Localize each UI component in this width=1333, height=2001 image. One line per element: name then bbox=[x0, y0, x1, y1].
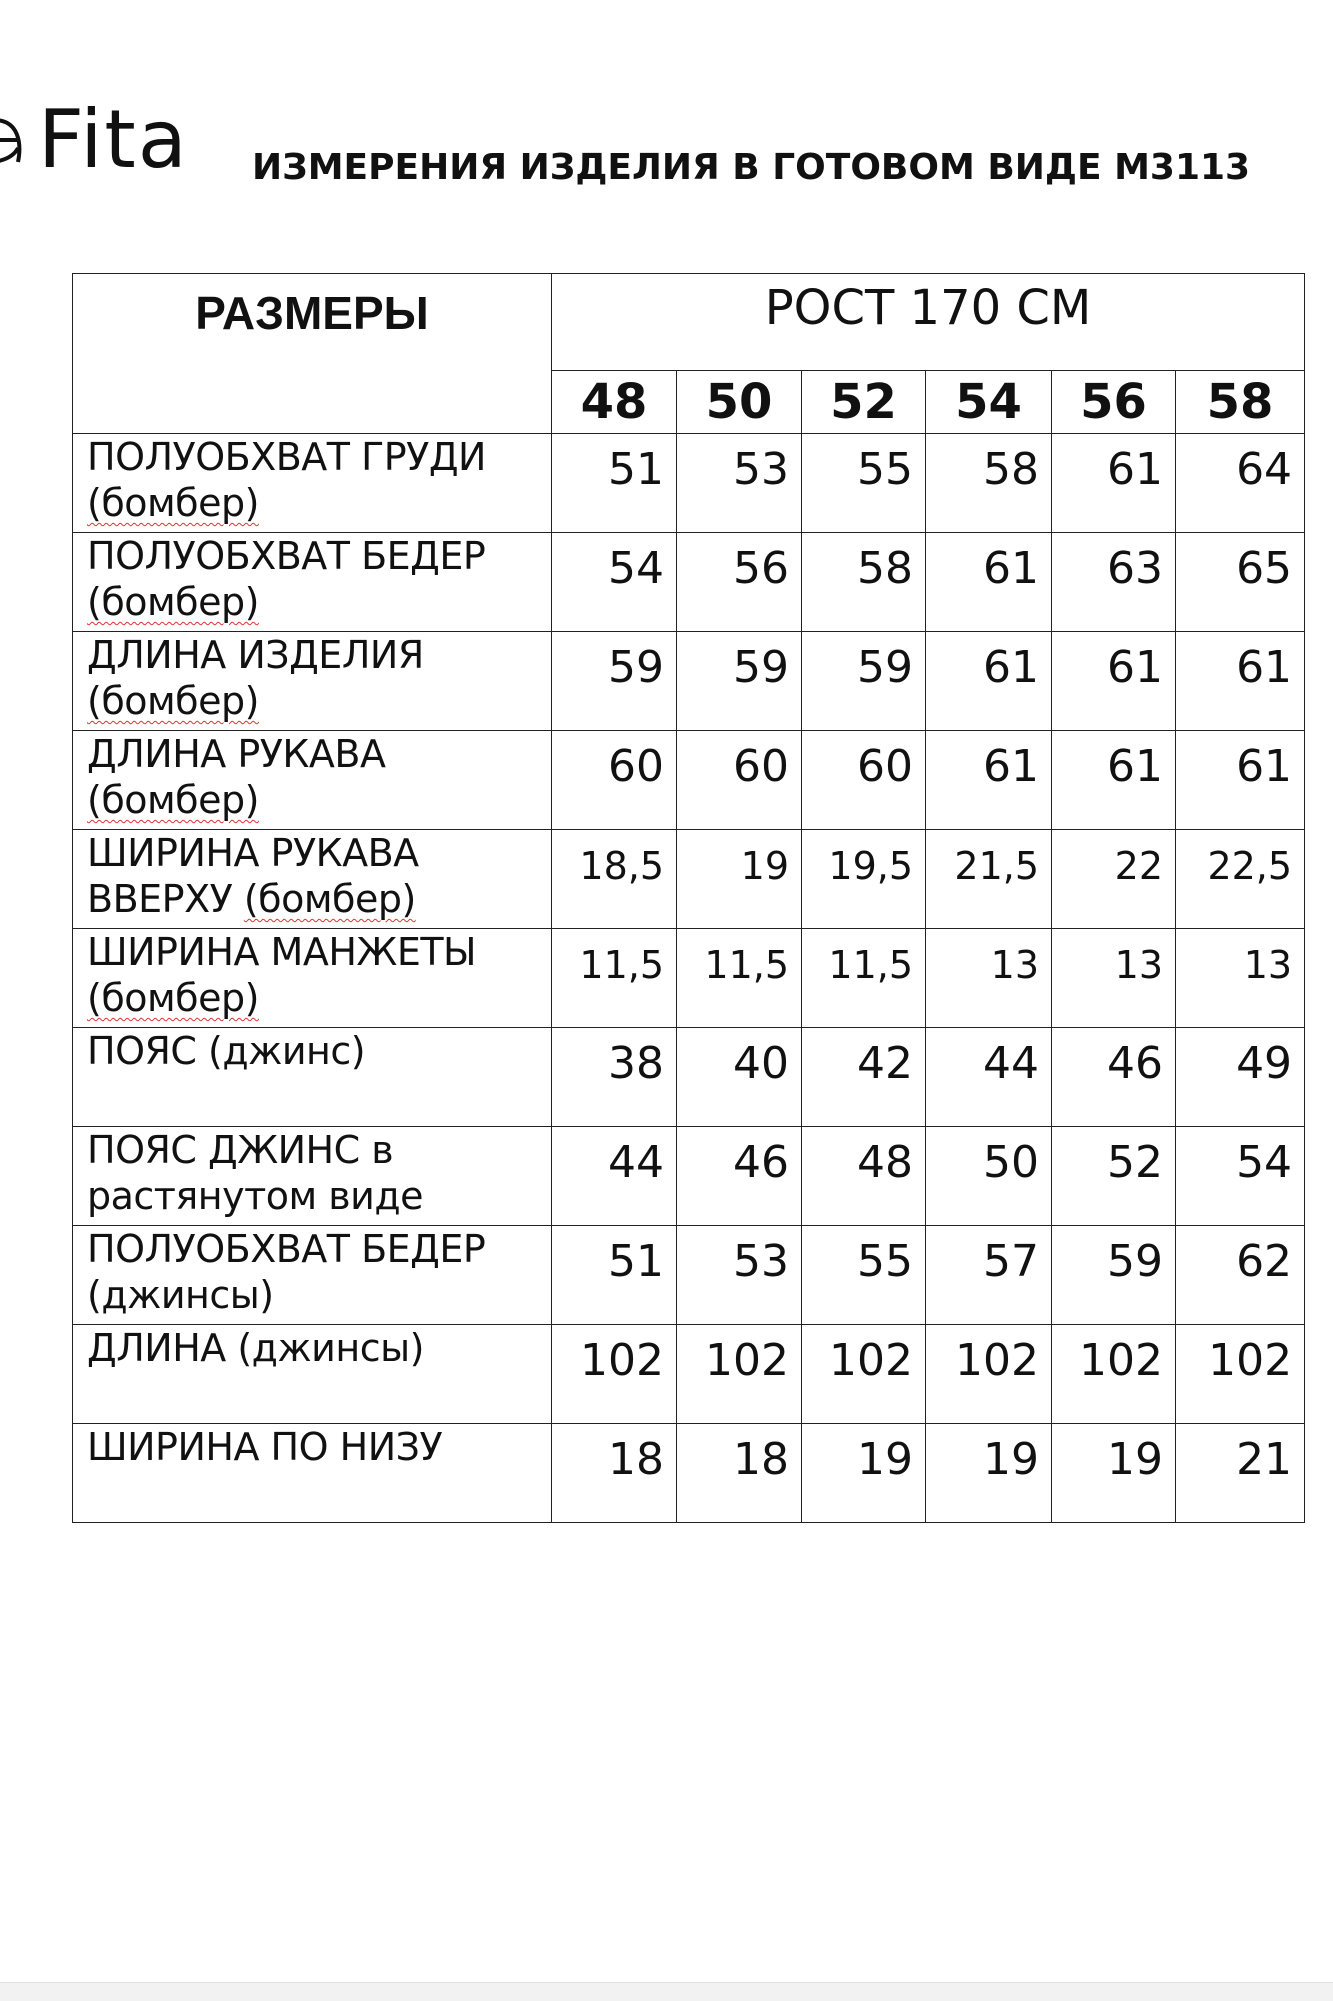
measurement-label-line2 bbox=[87, 777, 551, 823]
measurement-value: 19 bbox=[1052, 1424, 1176, 1523]
table-row bbox=[73, 731, 1305, 830]
measurement-label-line1: ШИРИНА ПО НИЗУ bbox=[87, 1425, 443, 1469]
measurement-value: 61 bbox=[1052, 434, 1176, 533]
measurement-value: 52 bbox=[1052, 1127, 1176, 1226]
measurement-label bbox=[73, 1127, 552, 1226]
measurement-value: 58 bbox=[926, 434, 1052, 533]
measurement-label-line2 bbox=[87, 1272, 551, 1318]
fita-leaf-logo-icon bbox=[0, 112, 24, 168]
measurement-value: 44 bbox=[926, 1028, 1052, 1127]
measurement-value: 22,5 bbox=[1176, 830, 1305, 929]
measurement-value: 61 bbox=[926, 632, 1052, 731]
measurement-value: 53 bbox=[677, 1226, 802, 1325]
measurement-value: 50 bbox=[926, 1127, 1052, 1226]
size-header-cell: 58 bbox=[1176, 371, 1305, 434]
measurement-value: 11,5 bbox=[802, 929, 926, 1028]
measurement-value: 59 bbox=[802, 632, 926, 731]
measurement-label-line1: ПОЯС (джинс) bbox=[87, 1029, 366, 1073]
height-header: РОСТ 170 СМ bbox=[552, 274, 1305, 371]
measurement-value: 56 bbox=[677, 533, 802, 632]
measurement-label-line2-text: ВВЕРХУ bbox=[87, 877, 244, 921]
measurement-value: 19 bbox=[926, 1424, 1052, 1523]
measurement-value: 54 bbox=[1176, 1127, 1305, 1226]
bottom-bar bbox=[0, 1982, 1333, 2001]
measurement-label-line2-text: растянутом виде bbox=[87, 1174, 424, 1218]
measurement-label-garment: (бомбер) bbox=[87, 778, 259, 822]
measurement-label-line1: ДЛИНА ИЗДЕЛИЯ bbox=[87, 633, 424, 677]
table-row bbox=[73, 533, 1305, 632]
table-row bbox=[73, 830, 1305, 929]
measurement-label bbox=[73, 929, 552, 1028]
measurement-label-line1: ПОЛУОБХВАТ ГРУДИ bbox=[87, 435, 486, 479]
table-row bbox=[73, 632, 1305, 731]
measurement-value: 64 bbox=[1176, 434, 1305, 533]
measurement-value: 22 bbox=[1052, 830, 1176, 929]
measurement-value: 60 bbox=[552, 731, 677, 830]
measurement-label bbox=[73, 1028, 552, 1127]
measurement-value: 57 bbox=[926, 1226, 1052, 1325]
table-row bbox=[73, 1028, 1305, 1127]
measurement-value: 51 bbox=[552, 434, 677, 533]
table-row bbox=[73, 1424, 1305, 1523]
measurement-label bbox=[73, 830, 552, 929]
brand-name: Fita bbox=[38, 93, 189, 186]
measurement-label bbox=[73, 533, 552, 632]
measurement-label bbox=[73, 1424, 552, 1523]
measurement-label-line2 bbox=[87, 579, 551, 625]
measurement-label bbox=[73, 632, 552, 731]
measurement-value: 65 bbox=[1176, 533, 1305, 632]
table-row bbox=[73, 1226, 1305, 1325]
measurement-value: 44 bbox=[552, 1127, 677, 1226]
measurement-value: 59 bbox=[1052, 1226, 1176, 1325]
measurement-label-garment: (бомбер) bbox=[87, 481, 259, 525]
measurement-value: 102 bbox=[1052, 1325, 1176, 1424]
measurement-label-line1: ШИРИНА МАНЖЕТЫ bbox=[87, 930, 477, 974]
measurement-value: 61 bbox=[926, 731, 1052, 830]
measurement-label bbox=[73, 434, 552, 533]
measurement-value: 18 bbox=[552, 1424, 677, 1523]
measurement-value: 61 bbox=[1176, 731, 1305, 830]
measurement-value: 58 bbox=[802, 533, 926, 632]
measurement-label-line2 bbox=[87, 876, 551, 922]
measurement-value: 11,5 bbox=[677, 929, 802, 1028]
measurement-value: 62 bbox=[1176, 1226, 1305, 1325]
measurement-label-line2-text: (джинсы) bbox=[87, 1273, 274, 1317]
measurement-label-line1: ШИРИНА РУКАВА bbox=[87, 831, 419, 875]
measurement-value: 11,5 bbox=[552, 929, 677, 1028]
measurement-value: 53 bbox=[677, 434, 802, 533]
measurement-label bbox=[73, 1325, 552, 1424]
measurement-value: 19,5 bbox=[802, 830, 926, 929]
table-row bbox=[73, 434, 1305, 533]
measurement-value: 21,5 bbox=[926, 830, 1052, 929]
measurement-label-garment: (бомбер) bbox=[243, 877, 416, 921]
measurement-value: 13 bbox=[1052, 929, 1176, 1028]
measurement-value: 19 bbox=[802, 1424, 926, 1523]
measurement-value: 21 bbox=[1176, 1424, 1305, 1523]
size-chart-table bbox=[72, 273, 1305, 1523]
measurement-value: 102 bbox=[1176, 1325, 1305, 1424]
measurement-label-line2 bbox=[87, 678, 551, 724]
table-header bbox=[73, 274, 1305, 434]
measurement-value: 40 bbox=[677, 1028, 802, 1127]
measurement-value: 59 bbox=[552, 632, 677, 731]
measurement-value: 102 bbox=[802, 1325, 926, 1424]
measurement-rows bbox=[73, 434, 1305, 1523]
measurement-value: 46 bbox=[677, 1127, 802, 1226]
measurement-value: 42 bbox=[802, 1028, 926, 1127]
table-row bbox=[73, 929, 1305, 1028]
measurement-value: 102 bbox=[677, 1325, 802, 1424]
measurement-value: 46 bbox=[1052, 1028, 1176, 1127]
measurement-label-line1: ДЛИНА РУКАВА bbox=[87, 732, 386, 776]
measurement-value: 61 bbox=[1176, 632, 1305, 731]
measurement-value: 13 bbox=[1176, 929, 1305, 1028]
measurement-label bbox=[73, 1226, 552, 1325]
size-header-cell: 48 bbox=[552, 371, 677, 434]
size-header-cell: 50 bbox=[677, 371, 802, 434]
measurement-value: 59 bbox=[677, 632, 802, 731]
measurement-value: 55 bbox=[802, 1226, 926, 1325]
measurement-label-line2 bbox=[87, 1173, 551, 1219]
measurement-value: 18,5 bbox=[552, 830, 677, 929]
page-title: ИЗМЕРЕНИЯ ИЗДЕЛИЯ В ГОТОВОМ ВИДЕ М3113 bbox=[252, 147, 1251, 188]
sizes-header: РАЗМЕРЫ bbox=[73, 274, 552, 434]
size-header-cell: 54 bbox=[926, 371, 1052, 434]
measurement-label-line1: ПОЯС ДЖИНС в bbox=[87, 1128, 394, 1172]
measurement-value: 102 bbox=[552, 1325, 677, 1424]
measurement-value: 61 bbox=[926, 533, 1052, 632]
measurement-label-line2 bbox=[87, 480, 551, 526]
table-row bbox=[73, 1325, 1305, 1424]
measurement-label-line2 bbox=[87, 975, 551, 1021]
measurement-value: 19 bbox=[677, 830, 802, 929]
measurement-value: 51 bbox=[552, 1226, 677, 1325]
measurement-value: 13 bbox=[926, 929, 1052, 1028]
measurement-label-garment: (бомбер) bbox=[87, 580, 259, 624]
measurement-label-garment: (бомбер) bbox=[87, 679, 259, 723]
measurement-value: 61 bbox=[1052, 632, 1176, 731]
table-row bbox=[73, 1127, 1305, 1226]
measurement-value: 54 bbox=[552, 533, 677, 632]
measurement-label-line1: ПОЛУОБХВАТ БЕДЕР bbox=[87, 534, 486, 578]
measurement-value: 60 bbox=[677, 731, 802, 830]
measurement-value: 49 bbox=[1176, 1028, 1305, 1127]
measurement-value: 60 bbox=[802, 731, 926, 830]
size-header-cell: 56 bbox=[1052, 371, 1176, 434]
measurement-label-garment: (бомбер) bbox=[87, 976, 259, 1020]
measurement-value: 102 bbox=[926, 1325, 1052, 1424]
measurement-value: 63 bbox=[1052, 533, 1176, 632]
size-header-cell: 52 bbox=[802, 371, 926, 434]
measurement-value: 38 bbox=[552, 1028, 677, 1127]
measurement-label-line1: ДЛИНА (джинсы) bbox=[87, 1326, 424, 1370]
measurement-value: 55 bbox=[802, 434, 926, 533]
measurement-label-line1: ПОЛУОБХВАТ БЕДЕР bbox=[87, 1227, 486, 1271]
measurement-label bbox=[73, 731, 552, 830]
measurement-value: 61 bbox=[1052, 731, 1176, 830]
measurement-value: 48 bbox=[802, 1127, 926, 1226]
brand-logo bbox=[0, 93, 189, 186]
measurement-value: 18 bbox=[677, 1424, 802, 1523]
